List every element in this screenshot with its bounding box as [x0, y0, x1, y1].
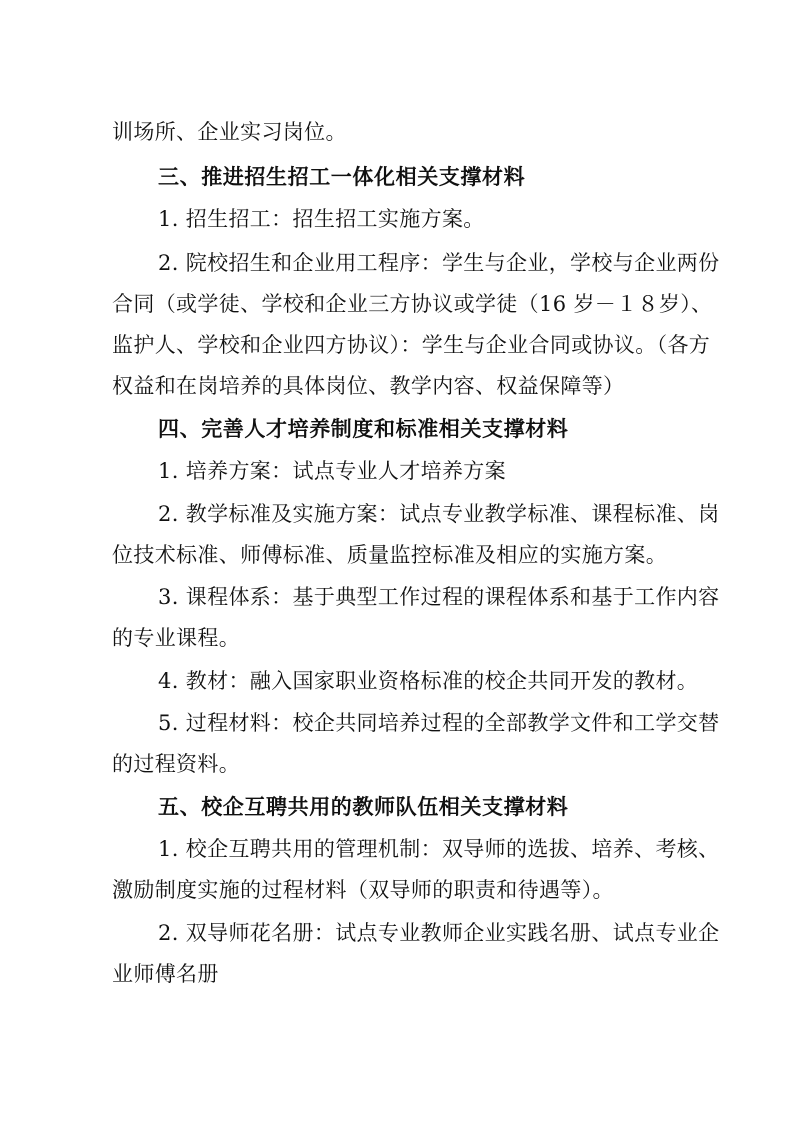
body-text-line: 合同（或学徒、学校和企业三方协议或学徒（16 岁－１８岁）、: [112, 292, 713, 316]
list-item-text: 2. 双导师花名册：试点专业教师企业实践名册、试点专业企: [158, 921, 720, 945]
list-item-text: 3. 课程体系：基于典型工作过程的课程体系和基于工作内容: [158, 585, 720, 609]
body-text-line: 的过程资料。: [112, 752, 241, 776]
body-text-line: 位技术标准、师傅标准、质量监控标准及相应的实施方案。: [112, 543, 668, 567]
list-item-text: 5. 过程材料：校企共同培养过程的全部教学文件和工学交替: [158, 711, 720, 735]
body-text-line: 训场所、企业实习岗位。: [112, 120, 347, 144]
list-item-text: 2. 院校招生和企业用工程序：学生与企业，学校与企业两份: [158, 251, 720, 275]
body-text-line: 业师傅名册: [112, 962, 219, 986]
list-item-text: 2. 教学标准及实施方案：试点专业教学标准、课程标准、岗: [158, 502, 720, 526]
body-text-line: 监护人、学校和企业四方协议）：学生与企业合同或协议。（各方: [112, 333, 711, 357]
list-item-text: 1. 校企互聘共用的管理机制：双导师的选拔、培养、考核、: [158, 837, 720, 861]
list-item-text: 1. 培养方案：试点专业人才培养方案: [158, 459, 507, 483]
body-text-line: 的专业课程。: [112, 626, 241, 650]
section-heading: 三、推进招生招工一体化相关支撑材料: [158, 164, 526, 189]
body-text-line: 权益和在岗培养的具体岗位、教学内容、权益保障等）: [112, 374, 625, 398]
section-heading: 四、完善人才培养制度和标准相关支撑材料: [158, 416, 569, 441]
section-heading: 五、校企互聘共用的教师队伍相关支撑材料: [158, 794, 569, 819]
body-text-line: 激励制度实施的过程材料（双导师的职责和待遇等）。: [112, 878, 614, 902]
list-item-text: 1. 招生招工：招生招工实施方案。: [158, 207, 485, 231]
list-item-text: 4. 教材：融入国家职业资格标准的校企共同开发的教材。: [158, 669, 699, 693]
